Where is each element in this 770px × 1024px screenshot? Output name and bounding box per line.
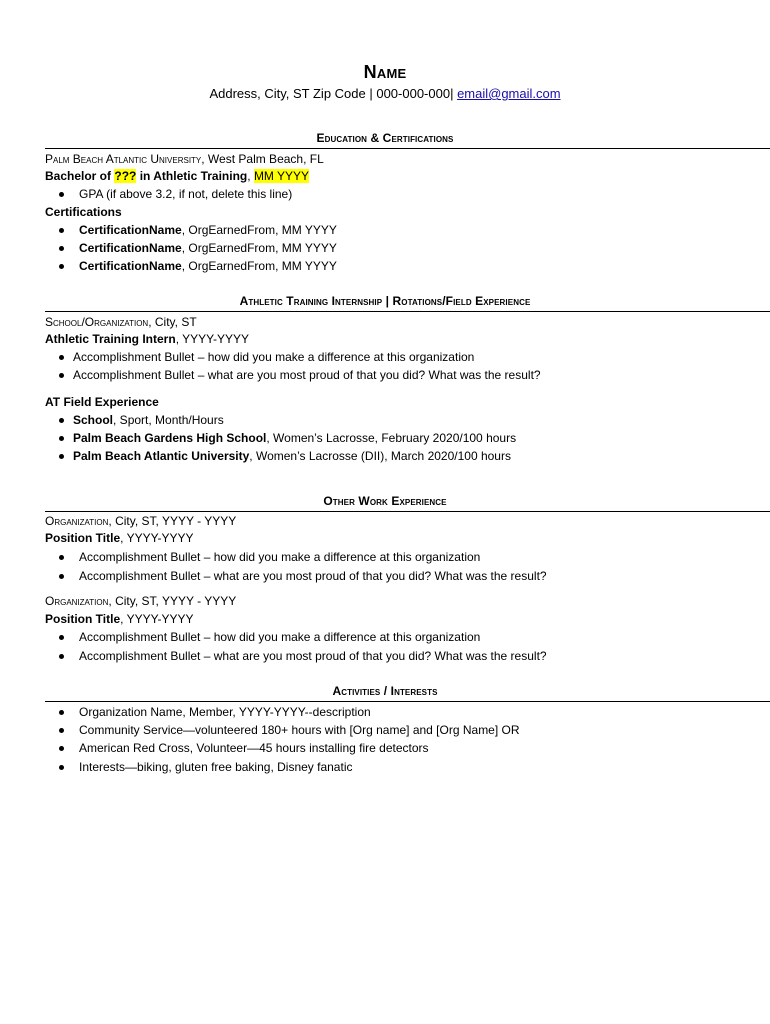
education-heading: Education & Certifications bbox=[316, 131, 454, 145]
cert-item bbox=[79, 240, 337, 256]
job-title-line bbox=[45, 530, 194, 546]
gpa-line: GPA (if above 3.2, if not, delete this line) bbox=[79, 187, 293, 201]
degree-comma: , bbox=[247, 169, 254, 183]
work-divider bbox=[45, 511, 770, 512]
job-org-line bbox=[45, 513, 236, 529]
internship-title: Athletic Training Intern bbox=[45, 332, 176, 346]
bullet-dot bbox=[59, 418, 64, 423]
resume-name: Name bbox=[363, 62, 407, 82]
field-item-detail: , Sport, Month/Hours bbox=[113, 413, 224, 427]
school-location: , West Palm Beach, FL bbox=[201, 152, 324, 166]
cert-detail: , OrgEarnedFrom, MM YYYY bbox=[181, 241, 337, 255]
bullet-dot bbox=[59, 373, 64, 378]
degree-prefix: Bachelor of bbox=[45, 169, 115, 183]
internship-org-line bbox=[45, 314, 197, 330]
bullet-dot bbox=[59, 654, 64, 659]
school-line bbox=[45, 151, 324, 167]
job-title: Position Title bbox=[45, 531, 121, 545]
cert-name: CertificationName bbox=[79, 223, 182, 237]
activity-item: American Red Cross, Volunteer—45 hours installing fire detectors bbox=[79, 741, 429, 755]
bullet-dot bbox=[59, 436, 64, 441]
field-item-detail: , Women’s Lacrosse (DII), March 2020/100 hours bbox=[249, 449, 511, 463]
cert-name: CertificationName bbox=[79, 241, 182, 255]
job-org: Organization bbox=[45, 594, 109, 608]
bullet-dot bbox=[59, 635, 64, 640]
internship-org-location: , City, ST bbox=[148, 315, 197, 329]
bullet-dot bbox=[59, 264, 64, 269]
bullet-dot bbox=[59, 728, 64, 733]
internship-divider bbox=[45, 311, 770, 312]
bullet-dot bbox=[59, 355, 64, 360]
degree-line bbox=[45, 168, 309, 184]
degree-placeholder: ??? bbox=[114, 169, 137, 183]
email-link[interactable]: email@gmail.com bbox=[457, 86, 561, 101]
field-item bbox=[73, 430, 516, 446]
internship-title-line bbox=[45, 331, 249, 347]
job-org-detail: , City, ST, YYYY - YYYY bbox=[108, 594, 237, 608]
job-bullet: Accomplishment Bullet – how did you make a difference at this organization bbox=[79, 630, 481, 644]
activities-divider bbox=[45, 701, 770, 702]
bullet-dot bbox=[59, 228, 64, 233]
internship-bullet: Accomplishment Bullet – what are you most proud of that you did? What was the result? bbox=[73, 368, 541, 382]
field-item bbox=[73, 412, 224, 428]
work-heading: Other Work Experience bbox=[323, 494, 447, 508]
job-bullet: Accomplishment Bullet – what are you most proud of that you did? What was the result? bbox=[79, 569, 547, 583]
cert-item bbox=[79, 222, 337, 238]
education-divider bbox=[45, 148, 770, 149]
bullet-dot bbox=[59, 192, 64, 197]
field-experience-heading: AT Field Experience bbox=[45, 395, 159, 409]
field-item bbox=[73, 448, 511, 464]
degree-date: MM YYYY bbox=[253, 169, 310, 183]
activity-item: Interests—biking, gluten free baking, Disney fanatic bbox=[79, 760, 353, 774]
job-title-line bbox=[45, 611, 194, 627]
job-title: Position Title bbox=[45, 612, 121, 626]
bullet-dot bbox=[59, 454, 64, 459]
job-dates: , YYYY-YYYY bbox=[120, 612, 194, 626]
job-bullet: Accomplishment Bullet – what are you most proud of that you did? What was the result? bbox=[79, 649, 547, 663]
bullet-dot bbox=[59, 710, 64, 715]
field-item-name: Palm Beach Gardens High School bbox=[73, 431, 267, 445]
job-dates: , YYYY-YYYY bbox=[120, 531, 194, 545]
job-org-detail: , City, ST, YYYY - YYYY bbox=[108, 514, 237, 528]
field-item-detail: , Women’s Lacrosse, February 2020/100 hours bbox=[266, 431, 517, 445]
bullet-dot bbox=[59, 765, 64, 770]
cert-heading: Certifications bbox=[45, 205, 122, 219]
internship-heading: Athletic Training Internship | Rotations/Field Experience bbox=[239, 294, 531, 308]
cert-item bbox=[79, 258, 337, 274]
internship-dates: , YYYY-YYYY bbox=[175, 332, 250, 346]
job-org-line bbox=[45, 593, 236, 609]
bullet-dot bbox=[59, 746, 64, 751]
cert-detail: , OrgEarnedFrom, MM YYYY bbox=[181, 223, 337, 237]
job-bullet: Accomplishment Bullet – how did you make a difference at this organization bbox=[79, 550, 481, 564]
field-item-name: Palm Beach Atlantic University bbox=[73, 449, 250, 463]
bullet-dot bbox=[59, 574, 64, 579]
activity-item: Community Service—volunteered 180+ hours with [Org name] and [Org Name] OR bbox=[79, 723, 520, 737]
job-org: Organization bbox=[45, 514, 109, 528]
field-item-name: School bbox=[73, 413, 114, 427]
bullet-dot bbox=[59, 555, 64, 560]
contact-text: Address, City, ST Zip Code | 000-000-000| bbox=[209, 86, 458, 101]
cert-detail: , OrgEarnedFrom, MM YYYY bbox=[181, 259, 337, 273]
internship-org: School/Organization bbox=[45, 315, 149, 329]
internship-bullet: Accomplishment Bullet – how did you make a difference at this organization bbox=[73, 350, 475, 364]
degree-suffix: in Athletic Training bbox=[136, 169, 248, 183]
bullet-dot bbox=[59, 246, 64, 251]
contact-line bbox=[0, 86, 770, 101]
cert-name: CertificationName bbox=[79, 259, 182, 273]
activities-heading: Activities / Interests bbox=[332, 684, 438, 698]
school-name: Palm Beach Atlantic University bbox=[45, 152, 202, 166]
activity-item: Organization Name, Member, YYYY-YYYY--description bbox=[79, 705, 371, 719]
